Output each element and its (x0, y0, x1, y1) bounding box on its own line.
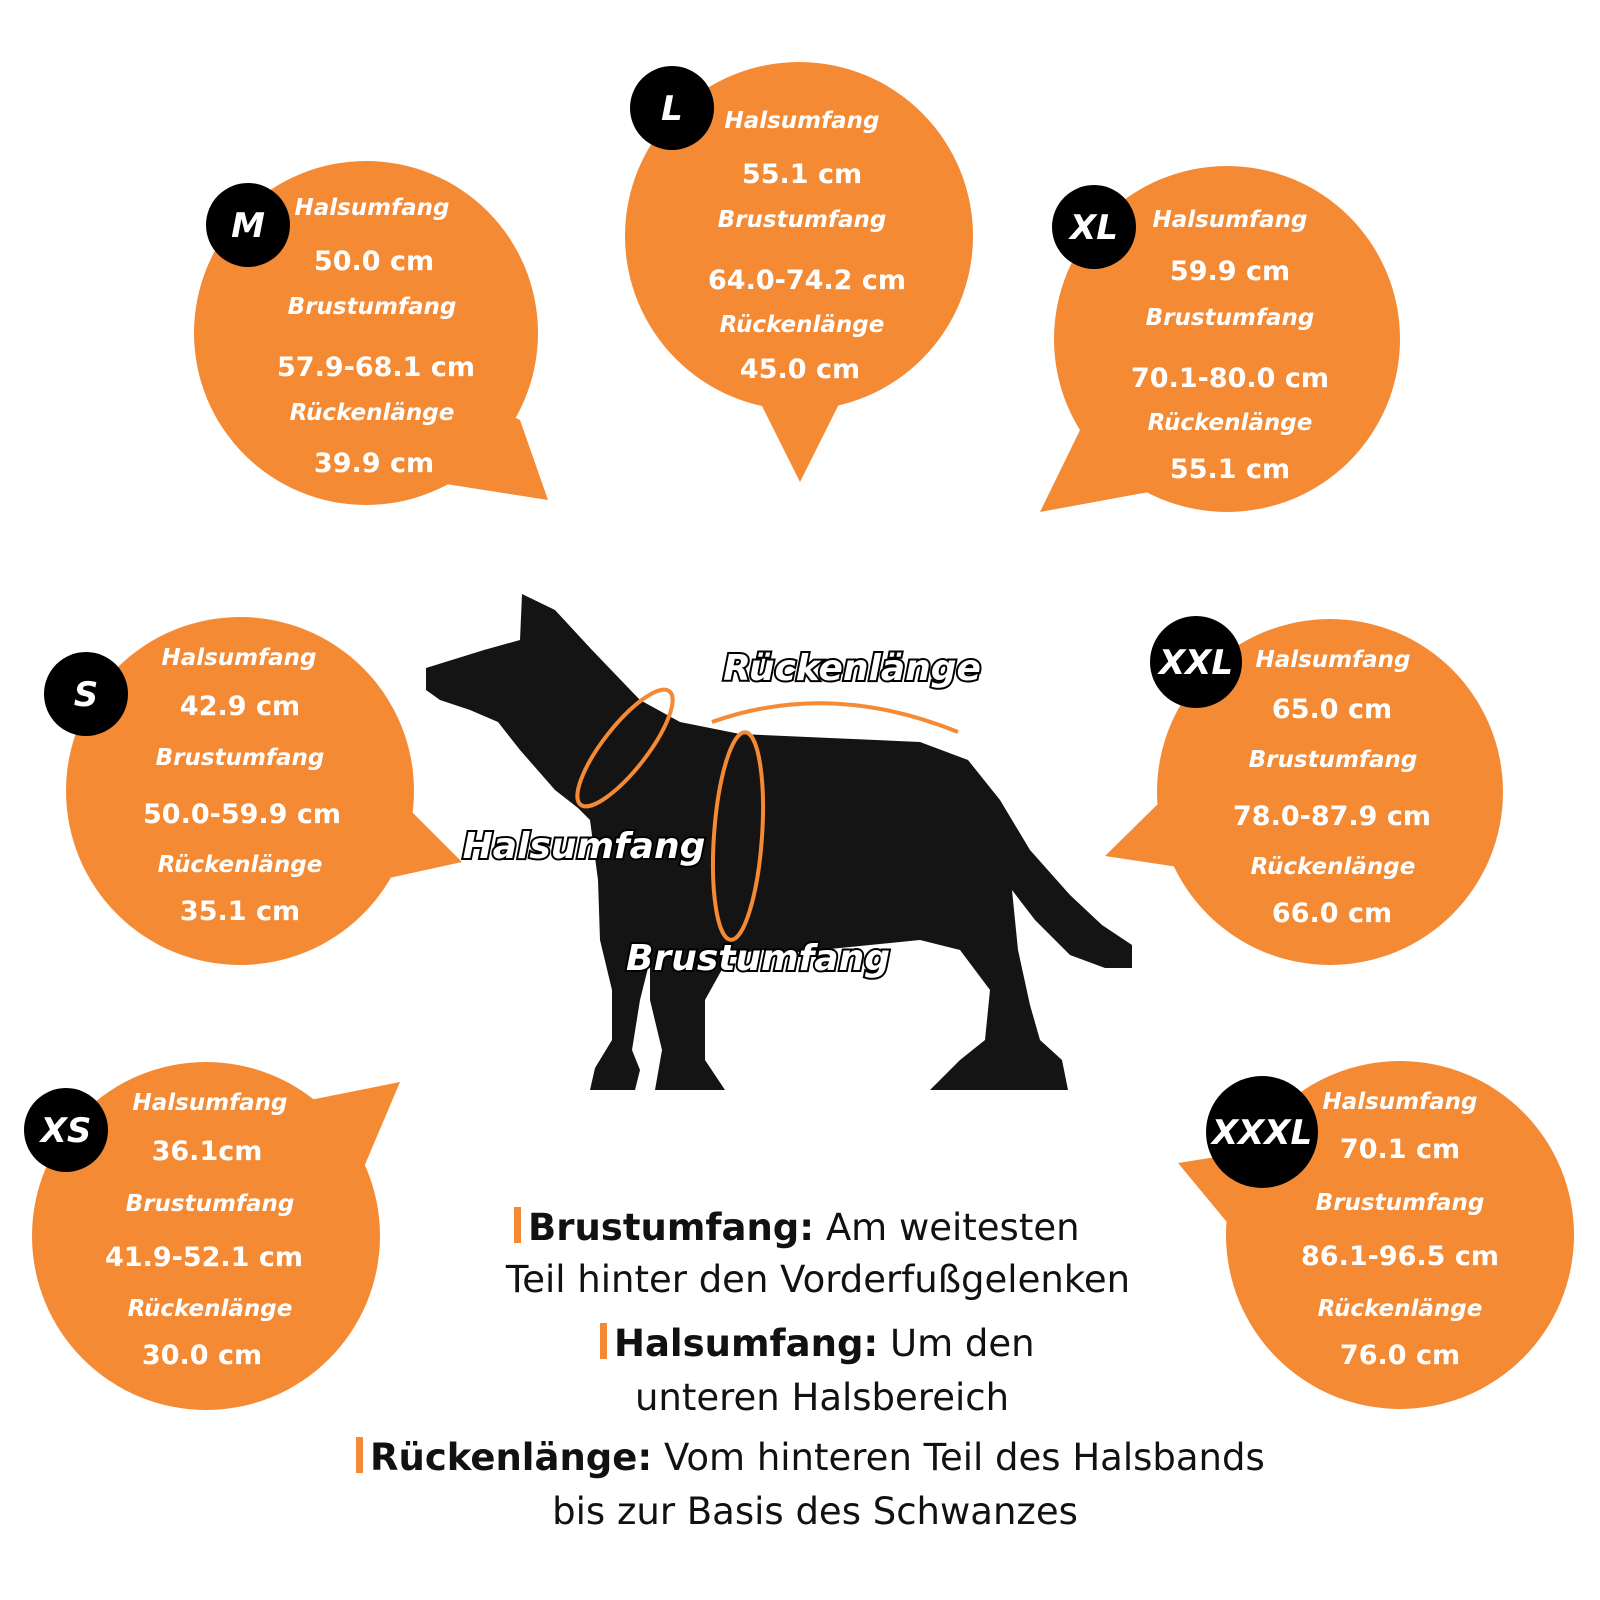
neck-value-xxl: 65.0 cm (1271, 694, 1393, 725)
legend-marker-back (356, 1437, 363, 1473)
back-label-xxxl: Rückenlänge (1317, 1296, 1483, 1322)
legend-marker-neck (600, 1323, 607, 1359)
neck-value-xl: 59.9 cm (1169, 256, 1291, 287)
legend-marker-chest (514, 1207, 521, 1243)
size-label-xl: XL (1070, 208, 1118, 248)
size-bubble-l (625, 62, 973, 482)
chest-value-l: 64.0-74.2 cm (708, 265, 906, 296)
size-label-xs: XS (40, 1111, 92, 1151)
back-value-xxl: 66.0 cm (1271, 898, 1393, 929)
chest-label-xl: Brustumfang (1145, 305, 1315, 331)
dog-label-neck: Halsumfang (462, 826, 706, 867)
chest-value-xs: 41.9-52.1 cm (105, 1242, 303, 1273)
size-bubble-xxl (1105, 616, 1503, 965)
legend-line-neck-2: unteren Halsbereich (634, 1376, 1010, 1419)
size-label-m: M (231, 206, 265, 246)
size-bubble-s (44, 617, 462, 965)
legend-item-neck (600, 1322, 1035, 1419)
chest-label-s: Brustumfang (155, 745, 325, 771)
size-bubble-m (194, 161, 548, 505)
neck-label-xxxl: Halsumfang (1322, 1089, 1478, 1115)
chest-label-l: Brustumfang (717, 207, 887, 233)
size-label-xxxl: XXXL (1211, 1113, 1313, 1153)
legend (356, 1206, 1265, 1533)
neck-value-m: 50.0 cm (313, 246, 435, 277)
neck-value-s: 42.9 cm (179, 691, 301, 722)
size-bubble-xl (1040, 166, 1400, 512)
chest-value-s: 50.0-59.9 cm (143, 799, 341, 830)
dog-label-back: Rückenlänge (723, 648, 981, 689)
chest-label-m: Brustumfang (287, 294, 457, 320)
neck-value-xs: 36.1cm (151, 1136, 263, 1167)
size-bubble-xxxl (1178, 1061, 1574, 1409)
chest-value-m: 57.9-68.1 cm (277, 352, 475, 383)
back-label-xxl: Rückenlänge (1250, 854, 1416, 880)
back-label-m: Rückenlänge (289, 400, 455, 426)
back-value-xl: 55.1 cm (1169, 454, 1291, 485)
neck-label-s: Halsumfang (161, 645, 317, 671)
chest-label-xxxl: Brustumfang (1315, 1190, 1485, 1216)
back-value-s: 35.1 cm (179, 896, 301, 927)
back-value-xs: 30.0 cm (141, 1340, 263, 1371)
back-label-l: Rückenlänge (719, 312, 885, 338)
back-value-l: 45.0 cm (739, 354, 861, 385)
legend-line-chest-1: Brustumfang: Am weitesten (528, 1206, 1080, 1249)
legend-line-chest-2: Teil hinter den Vorderfußgelenken (505, 1258, 1131, 1301)
chest-label-xs: Brustumfang (125, 1191, 295, 1217)
size-label-l: L (661, 89, 683, 129)
neck-label-l: Halsumfang (724, 108, 880, 134)
legend-line-neck-1: Halsumfang: Um den (614, 1322, 1035, 1365)
chest-value-xxxl: 86.1-96.5 cm (1301, 1241, 1499, 1272)
neck-label-xxl: Halsumfang (1255, 647, 1411, 673)
neck-label-xs: Halsumfang (132, 1090, 288, 1116)
chest-label-xxl: Brustumfang (1248, 747, 1418, 773)
legend-line-back-1: Rückenlänge: Vom hinteren Teil des Halsbands (370, 1436, 1265, 1479)
dog-label-chest: Brustumfang (626, 938, 890, 979)
legend-item-back (356, 1436, 1265, 1533)
back-label-s: Rückenlänge (157, 852, 323, 878)
chest-value-xl: 70.1-80.0 cm (1131, 363, 1329, 394)
neck-value-l: 55.1 cm (741, 159, 863, 190)
size-label-s: S (73, 675, 99, 715)
neck-label-m: Halsumfang (294, 195, 450, 221)
back-label-xl: Rückenlänge (1147, 410, 1313, 436)
back-value-m: 39.9 cm (313, 448, 435, 479)
legend-item-chest (505, 1206, 1130, 1301)
legend-line-back-2: bis zur Basis des Schwanzes (552, 1490, 1078, 1533)
back-value-xxxl: 76.0 cm (1339, 1340, 1461, 1371)
back-measure-line (712, 703, 958, 732)
neck-label-xl: Halsumfang (1152, 207, 1308, 233)
chest-value-xxl: 78.0-87.9 cm (1233, 801, 1431, 832)
size-label-xxl: XXL (1158, 643, 1234, 683)
neck-value-xxxl: 70.1 cm (1339, 1134, 1461, 1165)
back-label-xs: Rückenlänge (127, 1296, 293, 1322)
size-bubble-xs (24, 1062, 400, 1410)
